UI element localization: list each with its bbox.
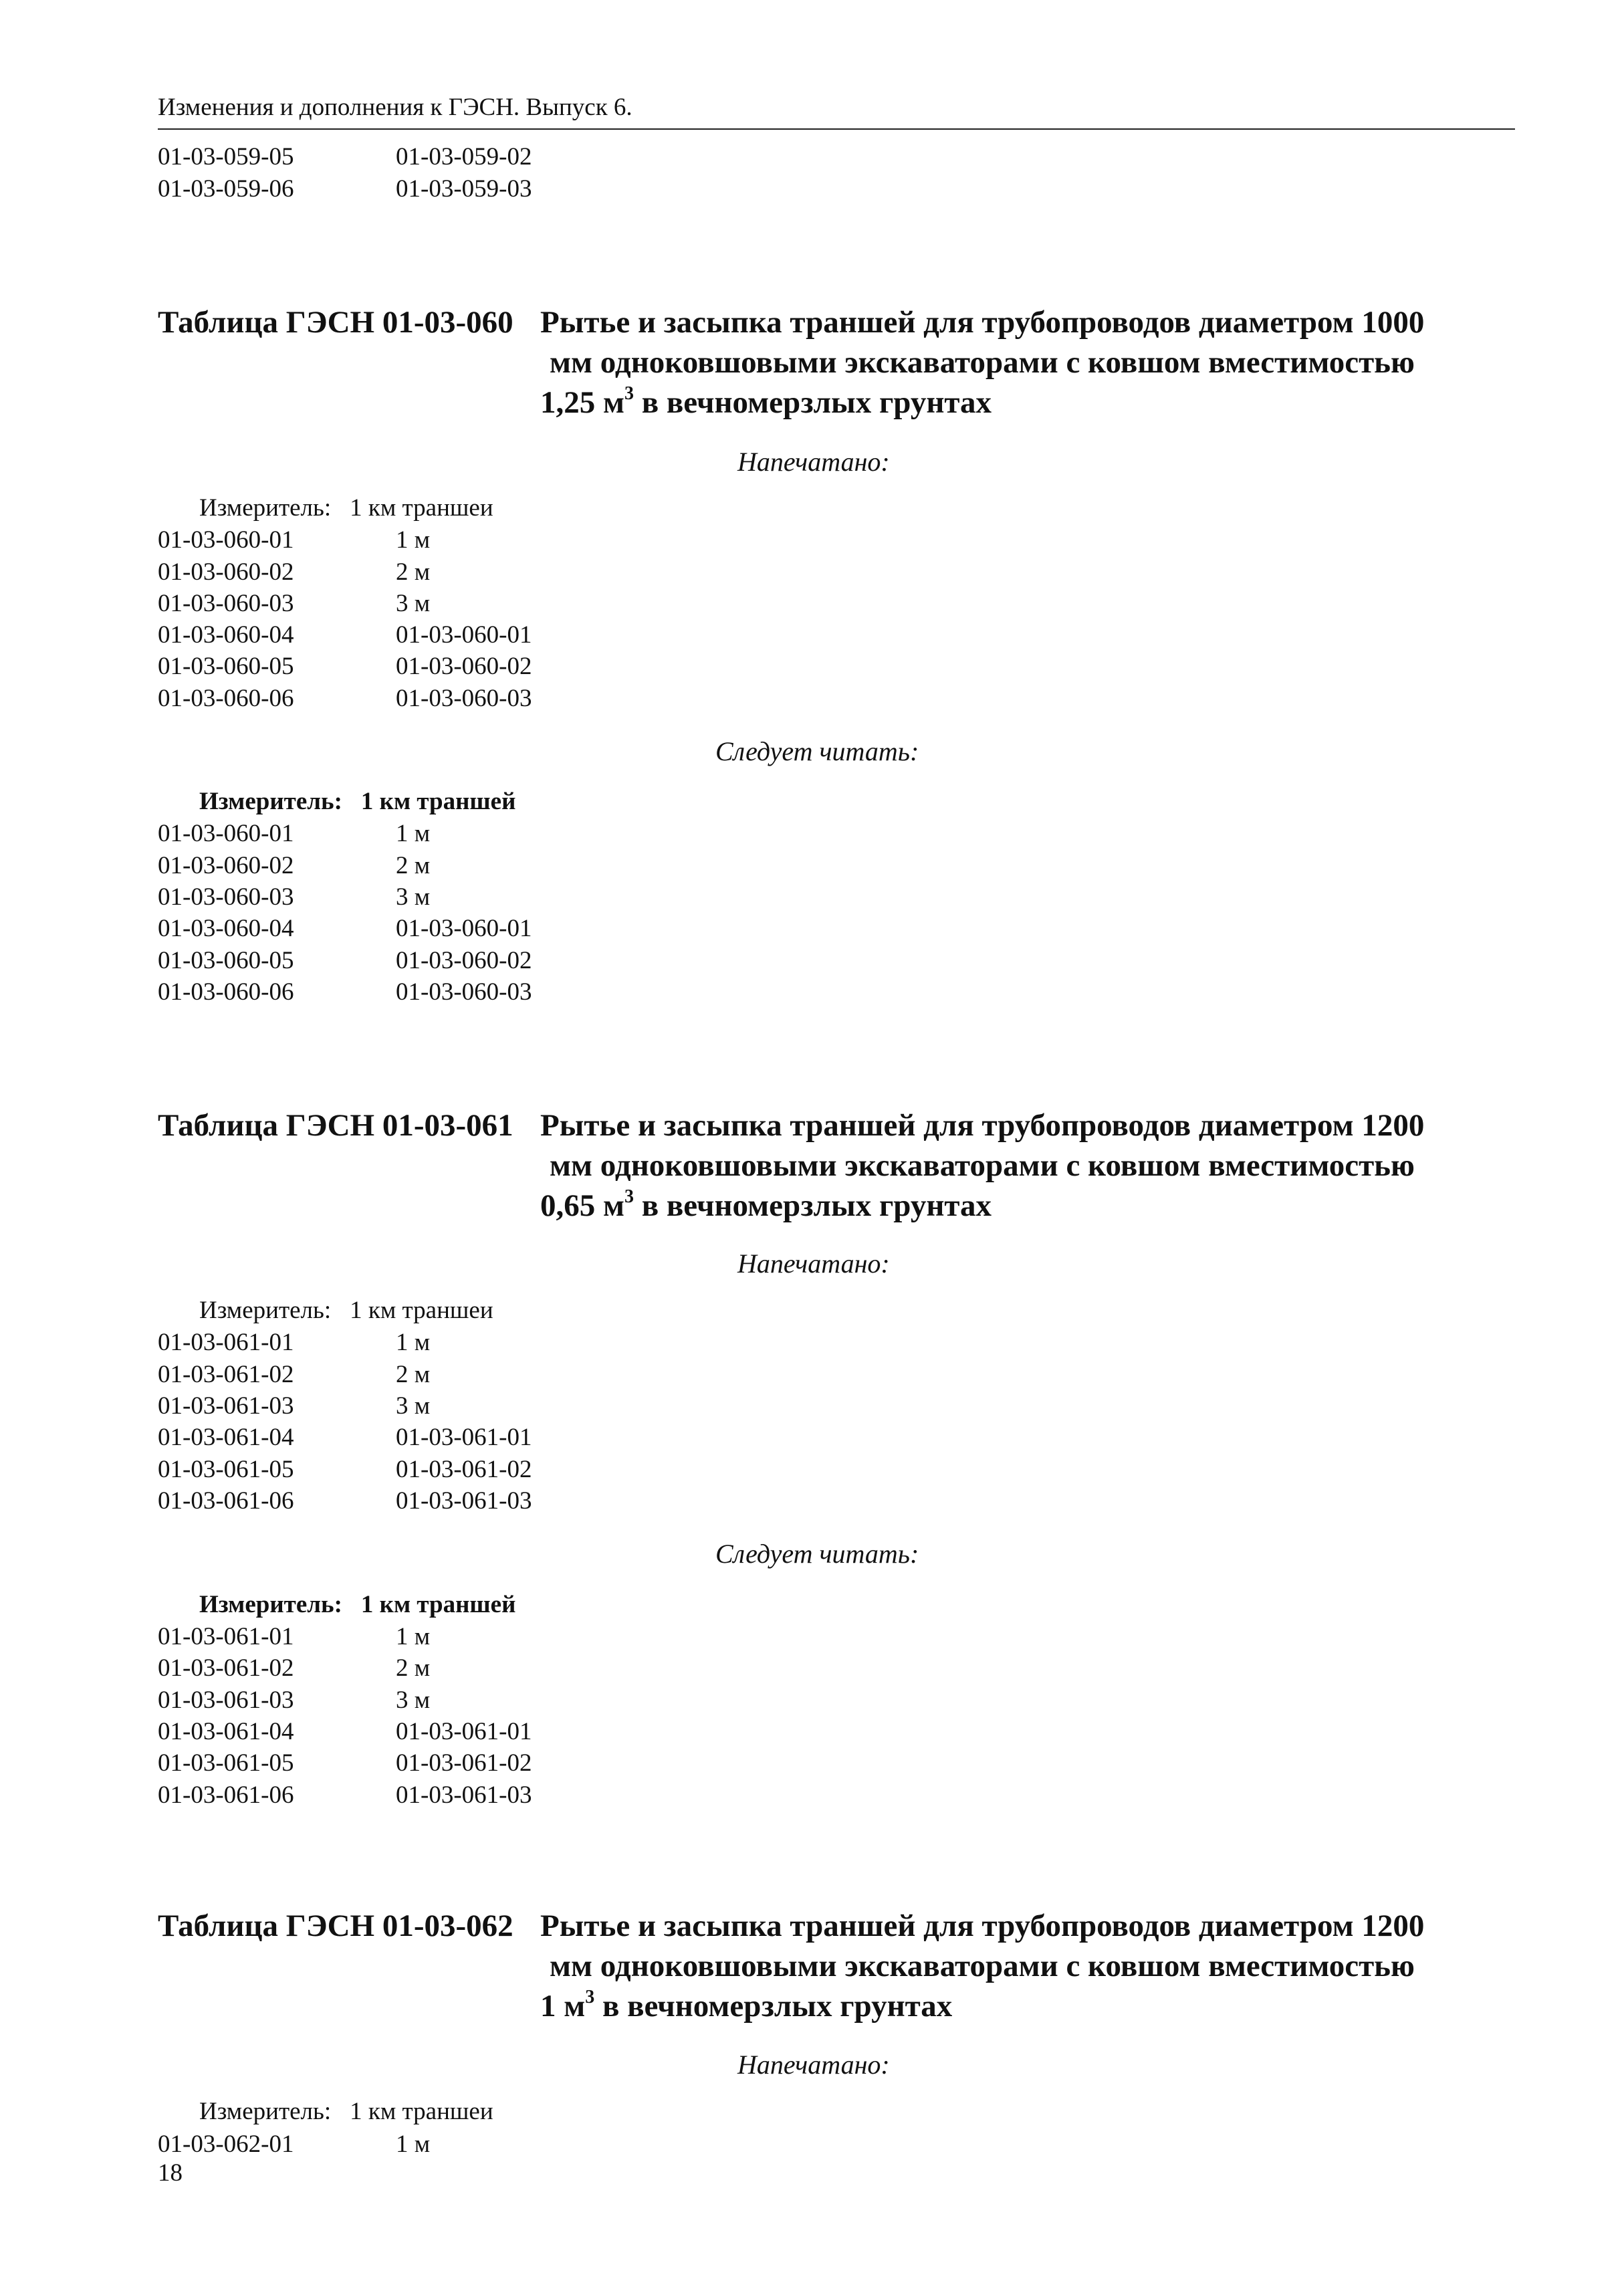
table-row: 01-03-060-06 01-03-060-03 [158, 685, 532, 712]
table-row: 01-03-061-06 01-03-061-03 [158, 1781, 532, 1809]
section-label: Таблица ГЭСН 01-03-060 [158, 305, 513, 340]
printed-label: Напечатано: [737, 2050, 890, 2080]
table-row: 01-03-061-02 2 м [158, 1361, 431, 1388]
section-label: Таблица ГЭСН 01-03-062 [158, 1908, 513, 1943]
printed-label: Напечатано: [737, 1248, 890, 1279]
table-row: 01-03-060-02 2 м [158, 558, 431, 586]
value: 01-03-059-03 [396, 175, 532, 203]
section-label: Таблица ГЭСН 01-03-061 [158, 1108, 513, 1143]
measure-corrected: Измеритель: 1 км траншей [199, 788, 516, 815]
measure-corrected: Измеритель: 1 км траншей [199, 1591, 516, 1618]
table-row: 01-03-060-01 1 м [158, 820, 431, 847]
title-line: Рытье и засыпка траншей для трубопроводов диаметром 1200 [540, 1108, 1425, 1143]
table-row: 01-03-060-05 01-03-060-02 [158, 653, 532, 680]
table-row: 01-03-061-03 3 м [158, 1392, 431, 1420]
table-row: 01-03-061-04 01-03-061-01 [158, 1718, 532, 1745]
title-line: мм одноковшовыми экскаваторами с ковшом вместимостью [550, 1949, 1415, 1983]
title-line: Рытье и засыпка траншей для трубопроводов диаметром 1200 [540, 1908, 1425, 1943]
measure-printed: Измеритель: 1 км траншеи [199, 1297, 493, 1324]
table-row: 01-03-061-05 01-03-061-02 [158, 1456, 532, 1483]
header-rule [158, 128, 1515, 130]
title-line-3: 1,25 $м^3$ в вечномерзлых грунтах [540, 383, 992, 420]
table-row: 01-03-061-05 01-03-061-02 [158, 1749, 532, 1777]
table-row: 01-03-061-03 3 м [158, 1686, 431, 1714]
title-line-3: 1 $м^3$ в вечномерзлых грунтах [540, 1987, 953, 2024]
table-row: 01-03-060-03 3 м [158, 883, 431, 911]
table-row: 01-03-060-03 3 м [158, 590, 431, 617]
carry-row [158, 142, 532, 173]
table-row: 01-03-061-02 2 м [158, 1654, 431, 1682]
code: 01-03-059-05 [158, 143, 294, 171]
printed-label: Напечатано: [737, 447, 890, 477]
table-row: 01-03-060-06 01-03-060-03 [158, 978, 532, 1006]
table-row: 01-03-060-04 01-03-060-01 [158, 915, 532, 942]
page-number: 18 [158, 2159, 183, 2187]
table-row: 01-03-062-01 1 м [158, 2130, 431, 2158]
table-row: 01-03-061-06 01-03-061-03 [158, 1487, 532, 1515]
carry-row [158, 174, 532, 205]
title-line: мм одноковшовыми экскаваторами с ковшом вместимостью [550, 1148, 1415, 1183]
table-row: 01-03-060-05 01-03-060-02 [158, 947, 532, 974]
table-row: 01-03-061-01 1 м [158, 1329, 431, 1356]
title-line: Рытье и засыпка траншей для трубопроводов диаметром 1000 [540, 305, 1425, 340]
should-read-label: Следует читать: [715, 736, 919, 766]
title-line-3: 0,65 $м^3$ в вечномерзлых грунтах [540, 1186, 992, 1223]
measure-printed: Измеритель: 1 км траншеи [199, 2098, 493, 2125]
table-row: 01-03-061-04 01-03-061-01 [158, 1424, 532, 1451]
running-header: Изменения и дополнения к ГЭСН. Выпуск 6. [158, 94, 632, 121]
table-row: 01-03-061-01 1 м [158, 1623, 431, 1650]
table-row: 01-03-060-04 01-03-060-01 [158, 621, 532, 649]
should-read-label: Следует читать: [715, 1539, 919, 1569]
table-row: 01-03-060-01 1 м [158, 526, 431, 554]
value: 01-03-059-02 [396, 143, 532, 171]
measure-printed: Измеритель: 1 км траншеи [199, 494, 493, 522]
table-row: 01-03-060-02 2 м [158, 852, 431, 879]
title-line: мм одноковшовыми экскаваторами с ковшом вместимостью [550, 345, 1415, 380]
code: 01-03-059-06 [158, 175, 294, 203]
